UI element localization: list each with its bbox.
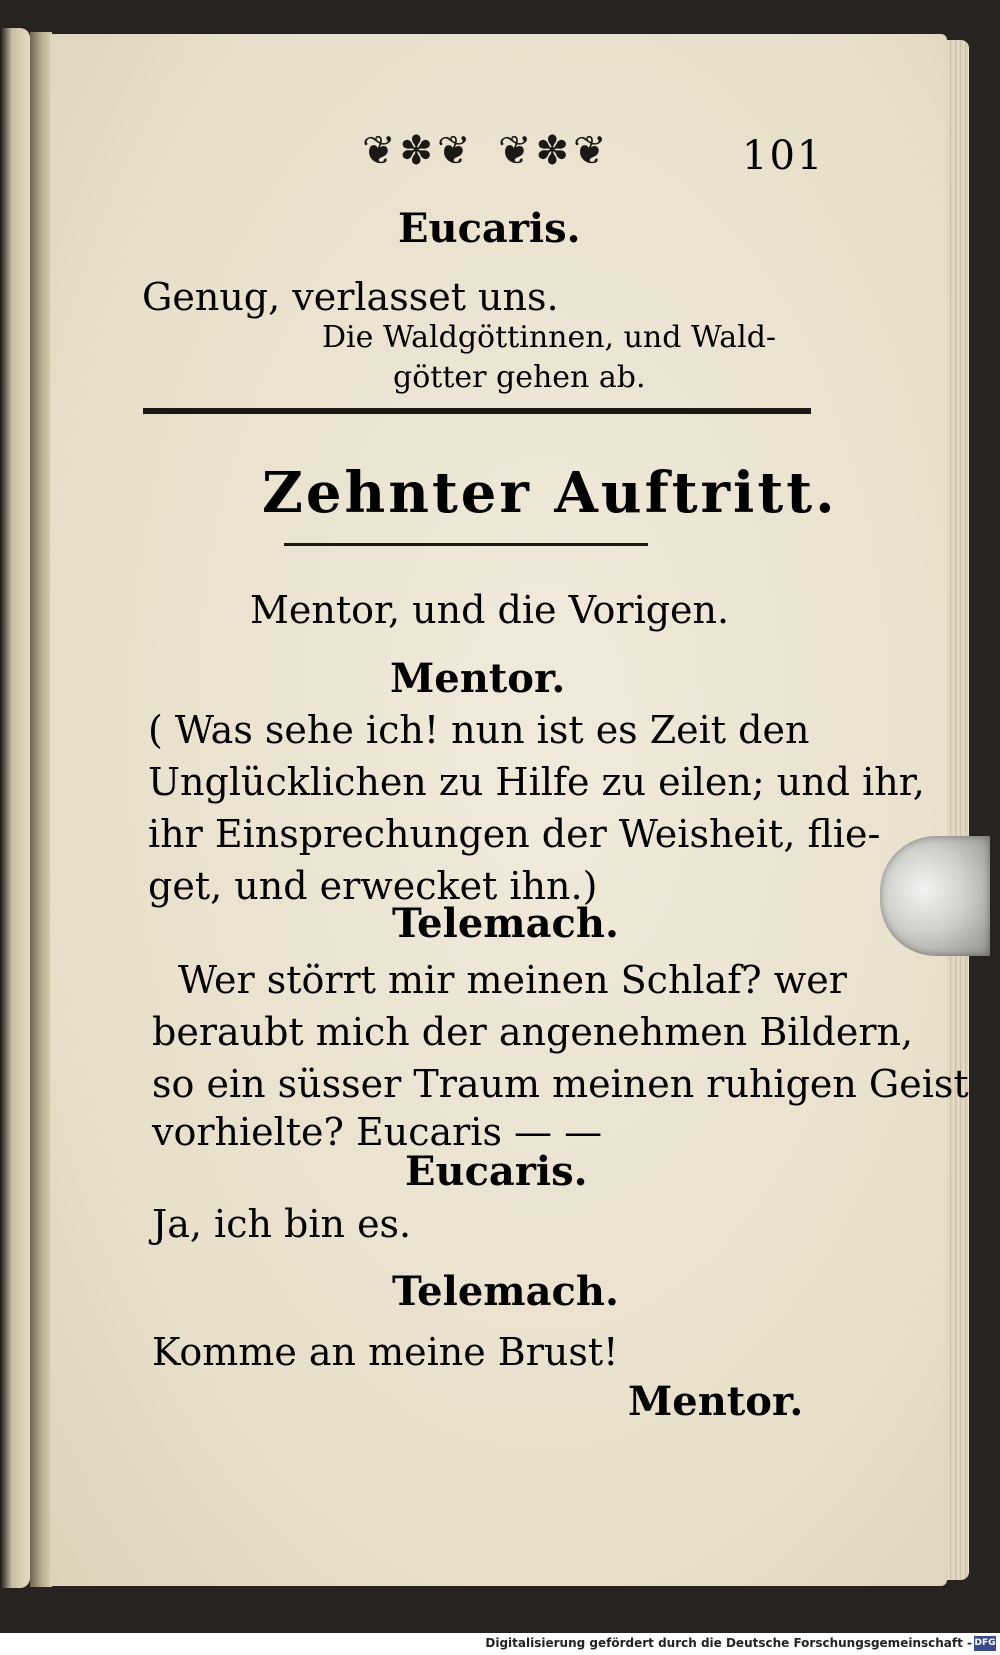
ornament-icon: ❦✽❦ [362,128,475,174]
page-number: 101 [742,133,825,179]
dialogue-line: beraubt mich der angenehmen Bildern, [152,1010,914,1054]
scene-heading: Zehnter Auftritt. [262,460,838,526]
speaker-mentor: Mentor. [390,655,566,702]
dialogue-line: ( Was sehe ich! nun ist es Zeit den [148,708,810,752]
adjacent-page-edge [0,28,30,1588]
ornament-icon: ❦✽❦ [498,128,611,174]
scene-cast: Mentor, und die Vorigen. [250,588,730,632]
page-clip-tab [880,836,990,956]
section-divider [143,408,811,414]
speaker-telemach: Telemach. [392,1268,619,1315]
catchword: Mentor. [628,1378,804,1425]
dfg-logo-icon: DFG [974,1636,996,1651]
heading-underline [284,543,648,546]
dialogue-line: Ja, ich bin es. [152,1202,412,1246]
dialogue-line: get, und erwecket ihn.) [148,864,598,908]
page-edges [947,40,969,1580]
digitization-credit: Digitalisierung gefördert durch die Deutsche Forschungsgemeinschaft - [485,1636,972,1650]
dialogue-line: Komme an meine Brust! [152,1330,619,1374]
dialogue-line: ihr Einsprechungen der Weisheit, flie- [148,812,881,856]
dialogue-line: Unglücklichen zu Hilfe zu eilen; und ihr, [148,760,925,804]
stage-direction: götter gehen ab. [393,360,646,395]
speaker-eucaris: Eucaris. [398,205,581,252]
speaker-telemach: Telemach. [392,900,619,947]
dialogue-line: Wer störrt mir meinen Schlaf? wer [178,958,847,1002]
dialogue-line: so ein süsser Traum meinen ruhigen Geist [152,1062,969,1106]
dialogue-line: vorhielte? Eucaris — — [152,1110,603,1154]
speaker-eucaris: Eucaris. [405,1148,588,1195]
stage-direction: Die Waldgöttinnen, und Wald- [322,320,777,355]
book-gutter [30,32,52,1587]
dialogue-line: Genug, verlasset uns. [142,275,559,319]
